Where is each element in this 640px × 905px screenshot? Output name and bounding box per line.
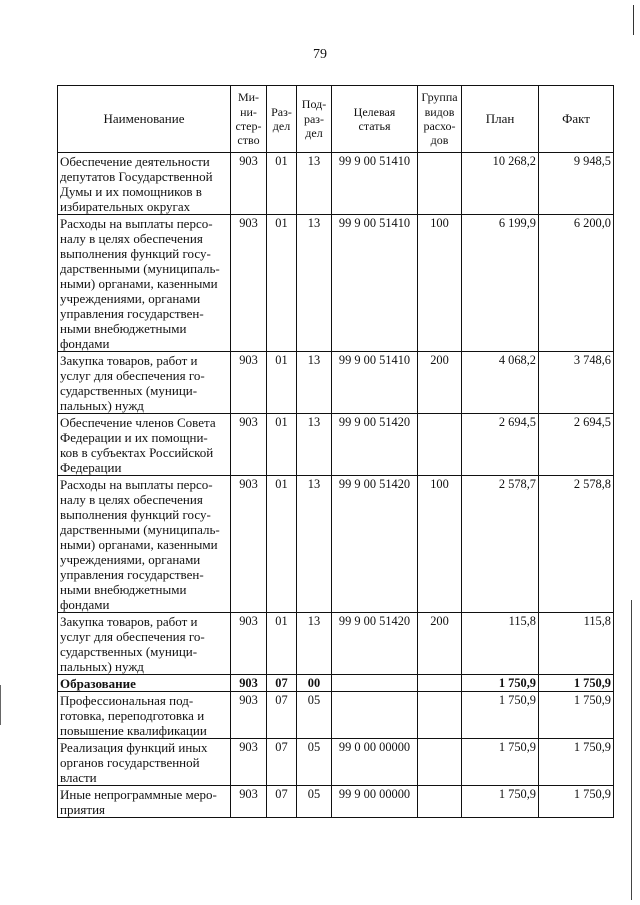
cell-plan: 6 199,9 <box>462 215 539 352</box>
table-row <box>58 215 614 352</box>
name-line: Обеспечение членов Совета <box>60 415 216 430</box>
cell-fact: 2 694,5 <box>539 414 614 476</box>
name-line: готовка, переподготовка и <box>60 708 205 723</box>
header-line: Раз- <box>271 104 292 119</box>
cell-expense-group <box>418 786 462 818</box>
cell-plan: 1 750,9 <box>462 675 539 692</box>
name-line: налу в целях обеспечения <box>60 492 203 507</box>
name-line: органов государственной <box>60 755 200 770</box>
table-row <box>58 414 614 476</box>
table-row <box>58 786 614 818</box>
header-line: Целевая <box>353 104 396 119</box>
name-line: фондами <box>60 336 110 351</box>
cell-ministry: 903 <box>231 675 267 692</box>
header-line: ни- <box>240 104 257 119</box>
name-line: пальных) нужд <box>60 398 144 413</box>
cell-subsection: 13 <box>297 153 332 215</box>
name-line: Реализация функций иных <box>60 740 208 755</box>
header-ministry <box>231 86 267 153</box>
cell-subsection: 05 <box>297 692 332 739</box>
cell-target <box>332 692 418 739</box>
header-plan: План <box>462 86 539 153</box>
cell-fact: 115,8 <box>539 613 614 675</box>
cell-section: 07 <box>267 739 297 786</box>
cell-plan: 1 750,9 <box>462 739 539 786</box>
cell-ministry: 903 <box>231 352 267 414</box>
cell-expense-group <box>418 153 462 215</box>
cell-expense-group <box>418 692 462 739</box>
header-line: Под- <box>301 97 327 112</box>
cell-target: 99 9 00 51410 <box>332 352 418 414</box>
cell-target: 99 9 00 00000 <box>332 786 418 818</box>
table-row <box>58 692 614 739</box>
cell-target: 99 9 00 51410 <box>332 153 418 215</box>
cell-name <box>58 692 231 739</box>
header-line: Ми- <box>237 90 260 105</box>
cell-name <box>58 786 231 818</box>
cell-fact: 1 750,9 <box>539 786 614 818</box>
cell-plan: 2 578,7 <box>462 476 539 613</box>
header-line: дел <box>305 126 323 141</box>
cell-ministry: 903 <box>231 786 267 818</box>
table-row <box>58 153 614 215</box>
cell-subsection: 13 <box>297 414 332 476</box>
cell-subsection: 13 <box>297 215 332 352</box>
header-line: ство <box>237 133 260 148</box>
cell-section: 01 <box>267 352 297 414</box>
cell-name <box>58 153 231 215</box>
cell-expense-group <box>418 414 462 476</box>
cell-expense-group <box>418 675 462 692</box>
cell-plan: 1 750,9 <box>462 692 539 739</box>
cell-subsection: 05 <box>297 786 332 818</box>
name-line: ков в субъектах Российской <box>60 445 214 460</box>
cell-section: 01 <box>267 476 297 613</box>
cell-plan: 10 268,2 <box>462 153 539 215</box>
cell-section: 07 <box>267 675 297 692</box>
header-line: раз- <box>303 111 325 126</box>
header-line: видов <box>424 104 455 119</box>
cell-target: 99 9 00 51420 <box>332 613 418 675</box>
name-line: сударственных (муници- <box>60 383 198 398</box>
budget-table <box>57 85 614 818</box>
name-line: Думы и их помощников в <box>60 184 202 199</box>
cell-name <box>58 476 231 613</box>
cell-fact: 2 578,8 <box>539 476 614 613</box>
cell-subsection: 13 <box>297 613 332 675</box>
cell-plan: 1 750,9 <box>462 786 539 818</box>
header-line: Группа <box>421 90 458 105</box>
table-row <box>58 476 614 613</box>
name-line: Расходы на выплаты персо- <box>60 477 213 492</box>
cell-target: 99 9 00 51420 <box>332 476 418 613</box>
cell-target: 99 9 00 51410 <box>332 215 418 352</box>
page-number: 79 <box>313 47 327 62</box>
scan-edge-mark <box>0 685 1 725</box>
name-line: приятия <box>60 802 106 817</box>
cell-target <box>332 675 418 692</box>
cell-name <box>58 675 231 692</box>
cell-name <box>58 352 231 414</box>
cell-fact: 1 750,9 <box>539 739 614 786</box>
name-line: услуг для обеспечения го- <box>60 629 205 644</box>
name-line: дарственными (муниципаль- <box>60 522 220 537</box>
name-line: Обеспечение деятельности <box>60 154 210 169</box>
cell-ministry: 903 <box>231 739 267 786</box>
name-line: повышение квалификации <box>60 723 207 738</box>
name-line: депутатов Государственной <box>60 169 213 184</box>
name-line: Закупка товаров, работ и <box>60 614 198 629</box>
table-row <box>58 613 614 675</box>
cell-plan: 115,8 <box>462 613 539 675</box>
name-line: избирательных округах <box>60 199 191 214</box>
cell-plan: 4 068,2 <box>462 352 539 414</box>
name-line: Федерации и их помощни- <box>60 430 208 445</box>
header-line: дов <box>430 133 449 148</box>
name-line: Иные непрограммные меро- <box>60 787 217 802</box>
cell-name <box>58 739 231 786</box>
name-line: Расходы на выплаты персо- <box>60 216 213 231</box>
header-row <box>58 86 614 153</box>
cell-name <box>58 613 231 675</box>
cell-subsection: 00 <box>297 675 332 692</box>
name-line: Закупка товаров, работ и <box>60 353 198 368</box>
header-subsection <box>297 86 332 153</box>
cell-subsection: 13 <box>297 476 332 613</box>
scan-edge-line <box>633 5 634 35</box>
header-fact: Факт <box>539 86 614 153</box>
name-line: налу в целях обеспечения <box>60 231 203 246</box>
name-line: ными) органами, казенными <box>60 537 218 552</box>
cell-ministry: 903 <box>231 153 267 215</box>
name-line: фондами <box>60 597 110 612</box>
cell-fact: 3 748,6 <box>539 352 614 414</box>
header-line: дел <box>272 119 291 133</box>
cell-expense-group: 200 <box>418 613 462 675</box>
name-line: дарственными (муниципаль- <box>60 261 220 276</box>
name-line: ными) органами, казенными <box>60 276 218 291</box>
cell-name <box>58 414 231 476</box>
name-line: выполнения функций госу- <box>60 246 211 261</box>
cell-fact: 6 200,0 <box>539 215 614 352</box>
cell-expense-group: 100 <box>418 215 462 352</box>
cell-section: 01 <box>267 613 297 675</box>
table-row <box>58 352 614 414</box>
table-row <box>58 675 614 692</box>
name-line: Образование <box>60 676 136 691</box>
cell-ministry: 903 <box>231 414 267 476</box>
cell-ministry: 903 <box>231 613 267 675</box>
header-line: расхо- <box>423 119 456 133</box>
header-target <box>332 86 418 153</box>
cell-target: 99 0 00 00000 <box>332 739 418 786</box>
name-line: пальных) нужд <box>60 659 144 674</box>
header-line: стер- <box>235 119 262 133</box>
name-line: выполнения функций госу- <box>60 507 211 522</box>
cell-expense-group: 200 <box>418 352 462 414</box>
cell-fact: 9 948,5 <box>539 153 614 215</box>
table-row <box>58 739 614 786</box>
cell-ministry: 903 <box>231 215 267 352</box>
cell-name <box>58 215 231 352</box>
cell-ministry: 903 <box>231 476 267 613</box>
cell-section: 07 <box>267 786 297 818</box>
header-section <box>267 86 297 153</box>
name-line: учреждениями, органами <box>60 291 201 306</box>
cell-section: 01 <box>267 215 297 352</box>
name-line: управления государствен- <box>60 306 204 321</box>
cell-fact: 1 750,9 <box>539 675 614 692</box>
cell-section: 01 <box>267 414 297 476</box>
header-expense-group <box>418 86 462 153</box>
cell-expense-group <box>418 739 462 786</box>
name-line: услуг для обеспечения го- <box>60 368 205 383</box>
name-line: Профессиональная под- <box>60 693 194 708</box>
cell-section: 01 <box>267 153 297 215</box>
name-line: учреждениями, органами <box>60 552 201 567</box>
cell-plan: 2 694,5 <box>462 414 539 476</box>
cell-subsection: 05 <box>297 739 332 786</box>
cell-ministry: 903 <box>231 692 267 739</box>
header-line: статья <box>358 119 391 133</box>
cell-subsection: 13 <box>297 352 332 414</box>
cell-section: 07 <box>267 692 297 739</box>
name-line: ными внебюджетными <box>60 582 187 597</box>
name-line: ными внебюджетными <box>60 321 187 336</box>
name-line: сударственных (муници- <box>60 644 198 659</box>
name-line: Федерации <box>60 460 122 475</box>
header-name: Наименование <box>58 86 231 153</box>
scan-edge-line <box>631 600 632 900</box>
cell-target: 99 9 00 51420 <box>332 414 418 476</box>
name-line: власти <box>60 770 97 785</box>
name-line: управления государствен- <box>60 567 204 582</box>
cell-expense-group: 100 <box>418 476 462 613</box>
cell-fact: 1 750,9 <box>539 692 614 739</box>
